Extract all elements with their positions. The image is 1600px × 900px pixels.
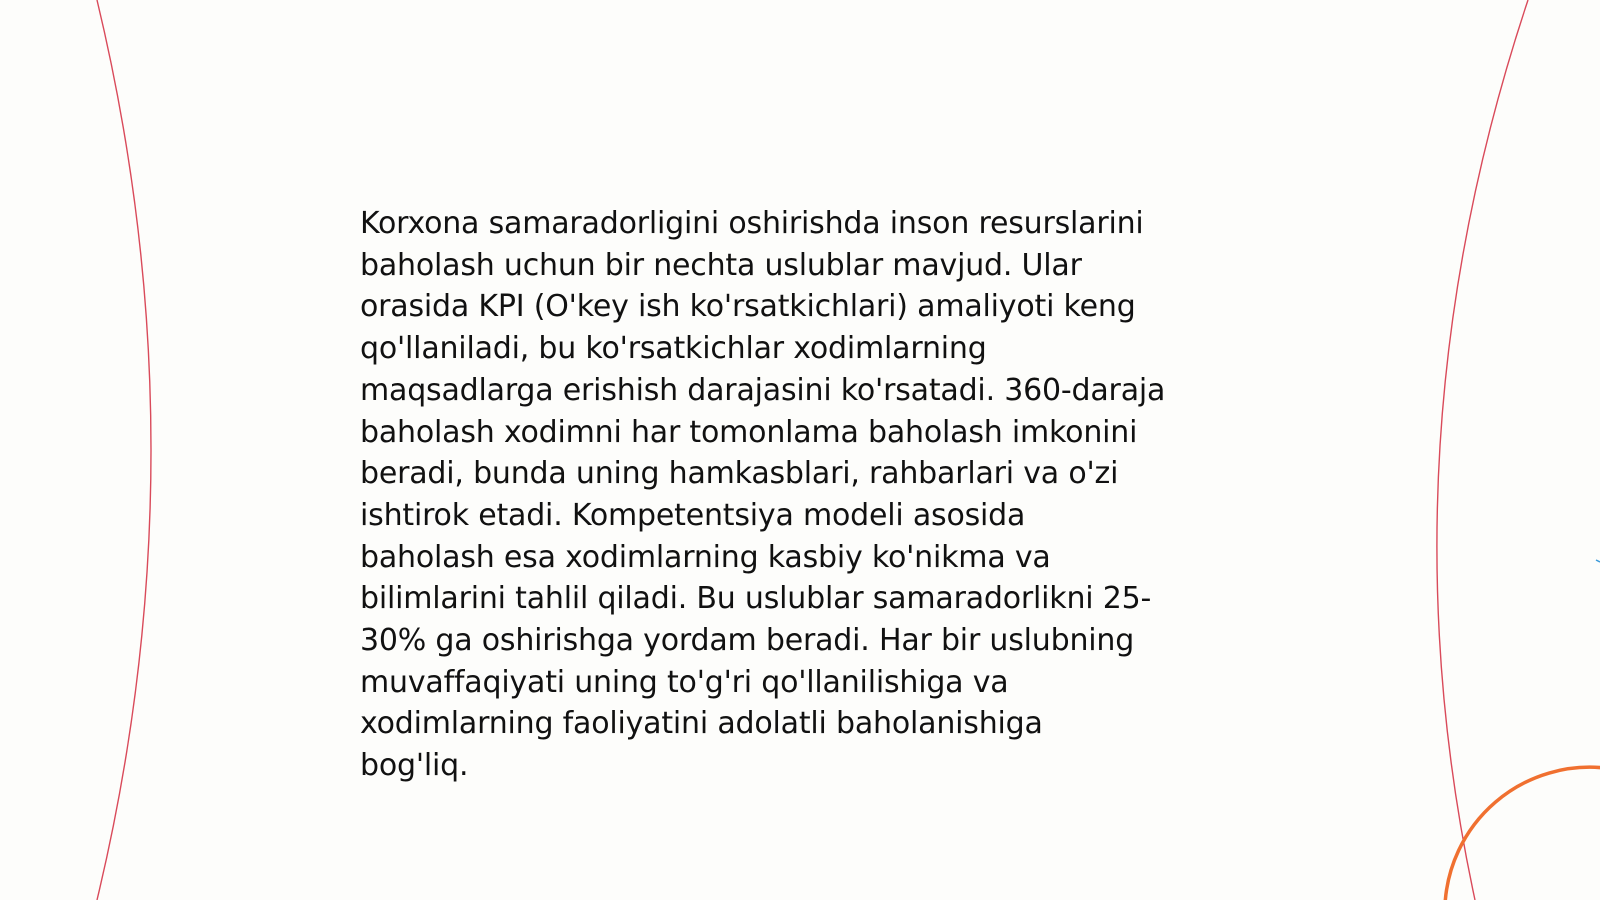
right-arc-line	[1437, 0, 1528, 900]
orange-circle-arc	[1445, 767, 1600, 900]
blue-edge-mark	[1596, 560, 1600, 562]
left-arc-line	[97, 0, 151, 900]
body-paragraph: Korxona samaradorligini oshirishda inson resurslarini baholash uchun bir nechta uslublar mavjud. Ular orasida KPI (O'key ish ko'rsatkichlari) amaliyoti keng qo'llaniladi, bu ko'rsatkichlar xodimlarning maqsadlarga erishish darajasini ko'rsatadi. 360-daraja baholash xodimni har tomonlama baholash imkonini beradi, bunda uning hamkasblari, rahbarlari va o'zi ishtirok etadi. Kompetentsiya modeli asosida baholash esa xodimlarning kasbiy ko'nikma va bilimlarini tahlil qiladi. Bu uslublar samaradorlikni 25- 30% ga oshirishga yordam beradi. Har bir uslubning muvaffaqiyati uning to'g'ri qo'llanilishiga va xodimlarning faoliyatini adolatli baholanishiga bog'liq.	[360, 206, 1166, 784]
